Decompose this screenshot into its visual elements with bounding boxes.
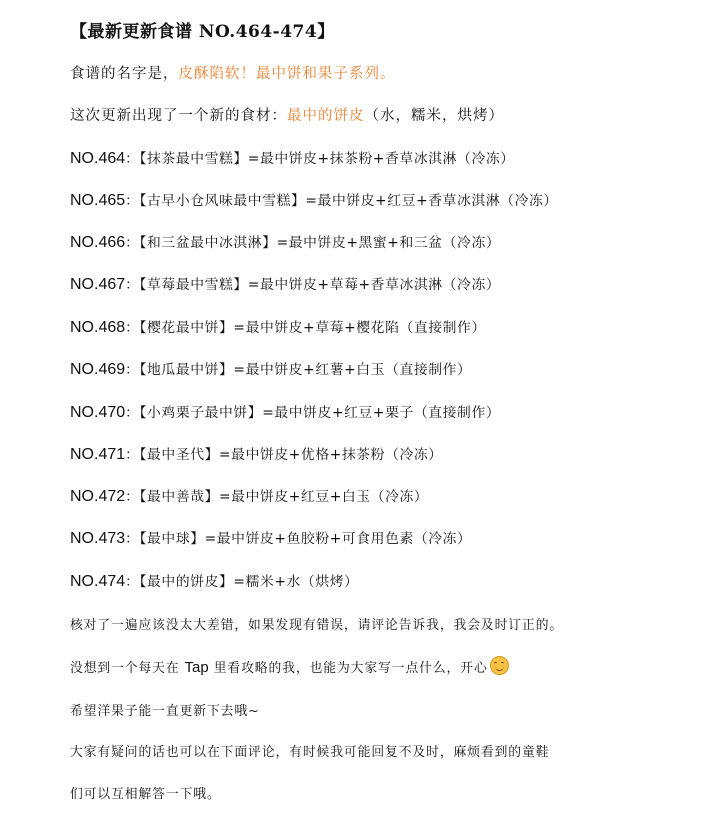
smiling-face-emoji-icon <box>490 656 509 675</box>
recipe-number: NO.473 <box>70 530 126 547</box>
new-ingredient-line <box>70 104 504 125</box>
series-name-value: 皮酥陷软！最中饼和果子系列。 <box>178 66 396 82</box>
tap-app-name: Tap <box>184 659 209 676</box>
recipe-number: NO.469 <box>70 361 126 378</box>
question-note-line-1: 大家有疑问的话也可以在下面评论，有时候我可能回复不及时，麻烦看到的童鞋 <box>70 745 550 760</box>
recipe-number: NO.470 <box>70 404 126 421</box>
recipe-line <box>70 316 486 337</box>
tap-note-start: 没想到一个每天在 <box>70 661 180 676</box>
recipe-formula: ：【和三盆最中冰淇淋】=最中饼皮+黑蜜+和三盆（冷冻） <box>125 235 501 251</box>
check-note: 核对了一遍应该没太大差错，如果发现有错误，请评论告诉我，我会及时订正的。 <box>70 618 564 633</box>
recipe-number: NO.474 <box>70 573 126 590</box>
recipe-formula: ：【樱花最中饼】=最中饼皮+草莓+樱花陷（直接制作） <box>125 320 486 336</box>
recipe-number: NO.472 <box>70 488 126 505</box>
recipe-line <box>70 570 359 591</box>
new-ingredient-recipe: （水，糯米，烘烤） <box>364 108 504 124</box>
recipe-number: NO.464 <box>70 150 126 167</box>
recipe-line <box>70 189 558 210</box>
recipe-formula: ：【古早小仓风味最中雪糕】=最中饼皮+红豆+香草冰淇淋（冷冻） <box>125 193 558 209</box>
recipe-formula: ：【最中球】=最中饼皮+鱼胶粉+可食用色素（冷冻） <box>125 531 472 547</box>
recipe-line <box>70 485 428 506</box>
recipe-line <box>70 401 500 422</box>
recipe-number: NO.465 <box>70 192 126 209</box>
document-title: 【最新更新食谱 NO.464-474】 <box>70 22 335 42</box>
recipe-formula: ：【最中圣代】=最中饼皮+优格+抹茶粉（冷冻） <box>125 447 443 463</box>
recipe-line <box>70 443 443 464</box>
tap-note-end: 里看攻略的我，也能为大家写一点什么，开心 <box>213 661 488 676</box>
new-ingredient-prefix: 这次更新出现了一个新的食材： <box>70 108 287 124</box>
recipe-line <box>70 273 500 294</box>
recipe-number: NO.467 <box>70 276 126 293</box>
recipe-line <box>70 527 471 548</box>
recipe-number: NO.468 <box>70 319 126 336</box>
new-ingredient-name: 最中的饼皮 <box>287 108 365 124</box>
recipe-formula: ：【小鸡栗子最中饼】=最中饼皮+红豆+栗子（直接制作） <box>125 405 501 421</box>
recipe-number: NO.471 <box>70 446 126 463</box>
recipe-series-name-line <box>70 62 396 83</box>
question-note-line-2: 们可以互相解答一下哦。 <box>70 787 221 802</box>
series-name-prefix: 食谱的名字是， <box>70 66 179 82</box>
recipe-formula: ：【地瓜最中饼】=最中饼皮+红薯+白玉（直接制作） <box>125 362 472 378</box>
recipe-formula: ：【抹茶最中雪糕】=最中饼皮+抹茶粉+香草冰淇淋（冷冻） <box>125 151 515 167</box>
hope-note: 希望洋果子能一直更新下去哦~ <box>70 704 260 719</box>
recipe-line <box>70 358 471 379</box>
recipe-number: NO.466 <box>70 234 126 251</box>
recipe-formula: ：【最中的饼皮】=糯米+水（烘烤） <box>125 574 359 590</box>
recipe-line <box>70 147 515 168</box>
recipe-line <box>70 231 500 252</box>
recipe-formula: ：【草莓最中雪糕】=最中饼皮+草莓+香草冰淇淋（冷冻） <box>125 277 501 293</box>
tap-note <box>70 656 509 676</box>
recipe-formula: ：【最中善哉】=最中饼皮+红豆+白玉（冷冻） <box>125 489 429 505</box>
